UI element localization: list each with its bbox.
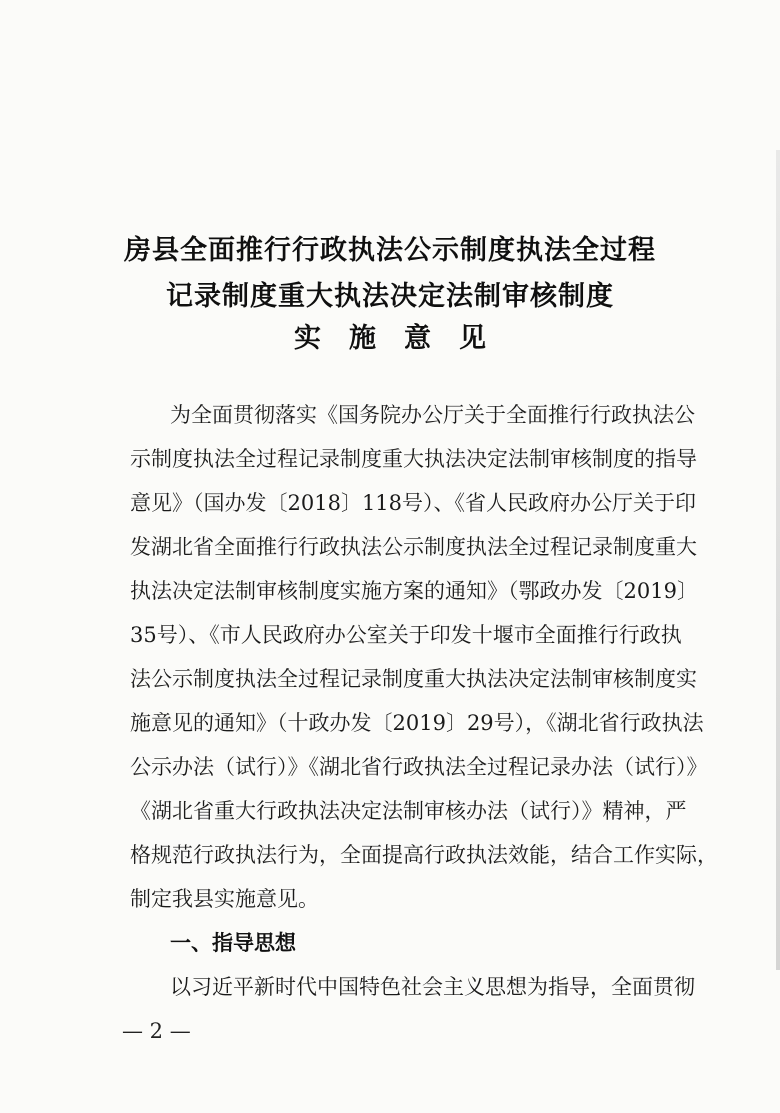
paragraph-line: 以习近平新时代中国特色社会主义思想为指导，全面贯彻: [170, 975, 695, 999]
section-heading: 一、指导思想: [170, 931, 296, 955]
paragraph-line: 公示办法（试行）》《湖北省行政执法全过程记录办法（试行）》: [130, 755, 708, 779]
paragraph-line: 法公示制度执法全过程记录制度重大执法决定法制审核制度实: [130, 667, 697, 691]
document-title-line-2: 记录制度重大执法决定法制审核制度: [166, 281, 614, 312]
paragraph-line: 格规范行政执法行为，全面提高行政执法效能，结合工作实际，: [130, 843, 718, 867]
paragraph-line: 35号）、《市人民政府办公室关于印发十堰市全面推行行政执: [130, 623, 682, 647]
paragraph-line: 意见》（国办发〔2018〕118号）、《省人民政府办公厅关于印: [130, 491, 697, 515]
paragraph-line: 发湖北省全面推行行政执法公示制度执法全过程记录制度重大: [130, 535, 697, 559]
document-title-line-3: 实施意见: [294, 323, 514, 354]
scan-edge-shadow: [776, 150, 780, 970]
paragraph-line: 施意见的通知》（十政办发〔2019〕29号），《湖北省行政执法: [130, 711, 704, 735]
paragraph-line: 制定我县实施意见。: [130, 887, 319, 911]
page-number: — 2 —: [122, 1019, 191, 1043]
paragraph-line: 为全面贯彻落实《国务院办公厅关于全面推行行政执法公: [170, 403, 695, 427]
paragraph-line: 《湖北省重大行政执法决定法制审核办法（试行）》精神，严: [130, 799, 687, 823]
paragraph-line: 执法决定法制审核制度实施方案的通知》（鄂政办发〔2019〕: [130, 579, 698, 603]
paragraph-line: 示制度执法全过程记录制度重大执法决定法制审核制度的指导: [130, 447, 697, 471]
document-title-line-1: 房县全面推行行政执法公示制度执法全过程: [124, 235, 656, 266]
